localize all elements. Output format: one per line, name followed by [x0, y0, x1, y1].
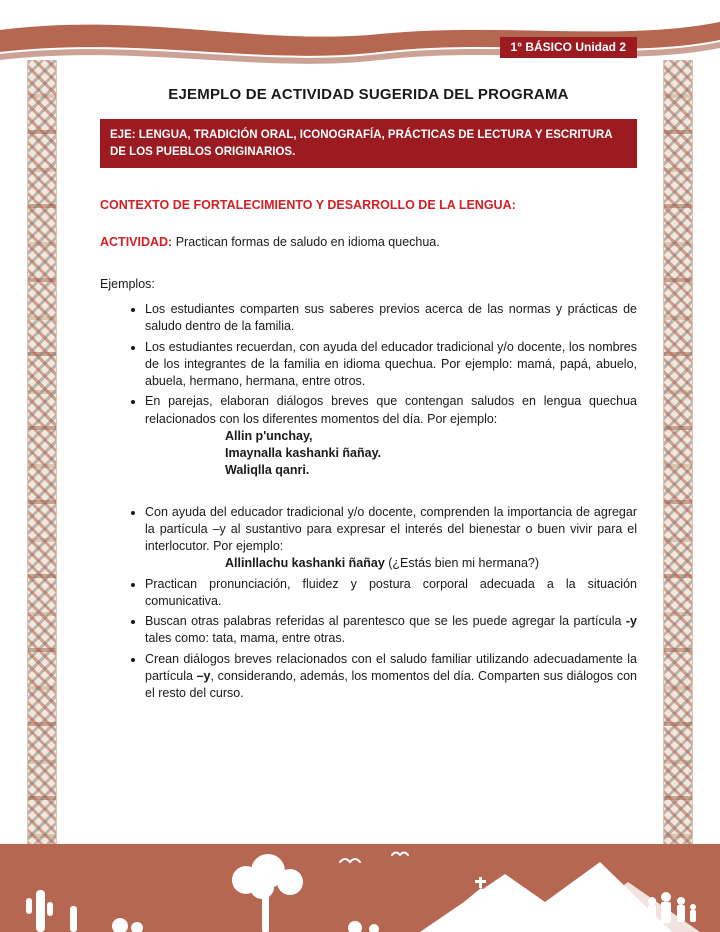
bullet-item: [145, 613, 637, 648]
bullet-segment: tales como: tata, mama, entre otras.: [145, 631, 346, 646]
bullet-item: [145, 504, 637, 573]
bullet-item: [145, 393, 637, 479]
bullet-segment: , considerando, además, los momentos del día. Comparten sus diálogos con el resto del curso.: [145, 668, 637, 701]
bullet-text: [145, 339, 637, 391]
bullet-item: [145, 651, 637, 703]
top-ribbon-decoration: [0, 0, 720, 70]
examples-list: [100, 301, 637, 702]
bullet-segment: Con ayuda del educador tradicional y/o docente, comprenden la importancia de agregar la partícula –y al sustantivo para expresar el interés del bienestar o buen vivir para el interlocutor. Por ejemplo:: [145, 504, 637, 554]
unit-badge: [500, 37, 637, 58]
bullet-text: [145, 393, 637, 428]
bullet-text: [145, 651, 637, 703]
example-phrase-line: [225, 445, 637, 462]
example-phrase-line: [225, 462, 637, 479]
example-phrase-line: [225, 555, 637, 572]
bullet-segment: Practican pronunciación, fluidez y postura corporal adecuada a la situación comunicativa.: [145, 576, 637, 608]
context-heading: CONTEXTO DE FORTALECIMIENTO Y DESARROLLO DE LA LENGUA:: [100, 198, 516, 213]
unit-badge-label: 1° BÁSICO Unidad 2: [510, 40, 626, 54]
page-title: EJEMPLO DE ACTIVIDAD SUGERIDA DEL PROGRAMA: [168, 86, 569, 103]
bullet-item: [145, 576, 637, 611]
bullet-text: [145, 613, 637, 648]
quechua-bold-text: Allinllachu kashanki ñañay: [225, 556, 385, 571]
right-textile-border: [663, 60, 693, 845]
bullet-segment: Los estudiantes recuerdan, con ayuda del educador tradicional y/o docente, los nombres de los integrantes de la familia en idioma quechua. Por ejemplo: mamá, papá, abuelo, abuela, hermano, hermana, entre otros.: [145, 339, 637, 389]
quechua-bold-text: Imaynalla kashanki ñañay.: [225, 446, 382, 461]
bullet-segment: Crean diálogos breves relacionados con el saludo familiar utilizando adecuadamente la partícula: [145, 651, 637, 683]
eje-banner: EJE: LENGUA, TRADICIÓN ORAL, ICONOGRAFÍA, PRÁCTICAS DE LECTURA Y ESCRITURA DE LOS PUEBLOS ORIGINARIOS.: [100, 119, 637, 168]
bullet-item: [145, 339, 637, 391]
example-phrase-line: [225, 428, 637, 445]
bullet-segment: En parejas, elaboran diálogos breves que contengan saludos en lengua quechua relacionados con los diferentes momentos del día. Por ejemplo:: [145, 394, 637, 426]
bullet-segment: Los estudiantes comparten sus saberes previos acerca de las normas y prácticas de saludo dentro de la familia.: [145, 302, 637, 334]
quechua-bold-text: –y: [196, 668, 211, 683]
bullet-segment: Buscan otras palabras referidas al parentesco que se les puede agregar la partícula: [145, 614, 626, 629]
bullet-text: [145, 504, 637, 556]
content-area: [100, 86, 637, 705]
activity-line: [100, 234, 637, 251]
quechua-bold-text: -y: [625, 614, 637, 629]
activity-label: ACTIVIDAD:: [100, 235, 173, 250]
quechua-bold-text: Waliqlla qanri.: [225, 463, 310, 478]
examples-label: Ejemplos:: [100, 277, 155, 292]
activity-text: Practican formas de saludo en idioma quechua.: [172, 235, 440, 250]
bullet-text: [145, 301, 637, 336]
bullet-text: [145, 576, 637, 611]
quechua-bold-text: Allin p'unchay,: [225, 428, 313, 443]
bullet-item: [145, 301, 637, 336]
left-textile-border: [27, 60, 57, 845]
footer-landscape-decoration: [0, 844, 720, 932]
bullet-segment: (¿Estás bien mi hermana?): [384, 556, 540, 571]
